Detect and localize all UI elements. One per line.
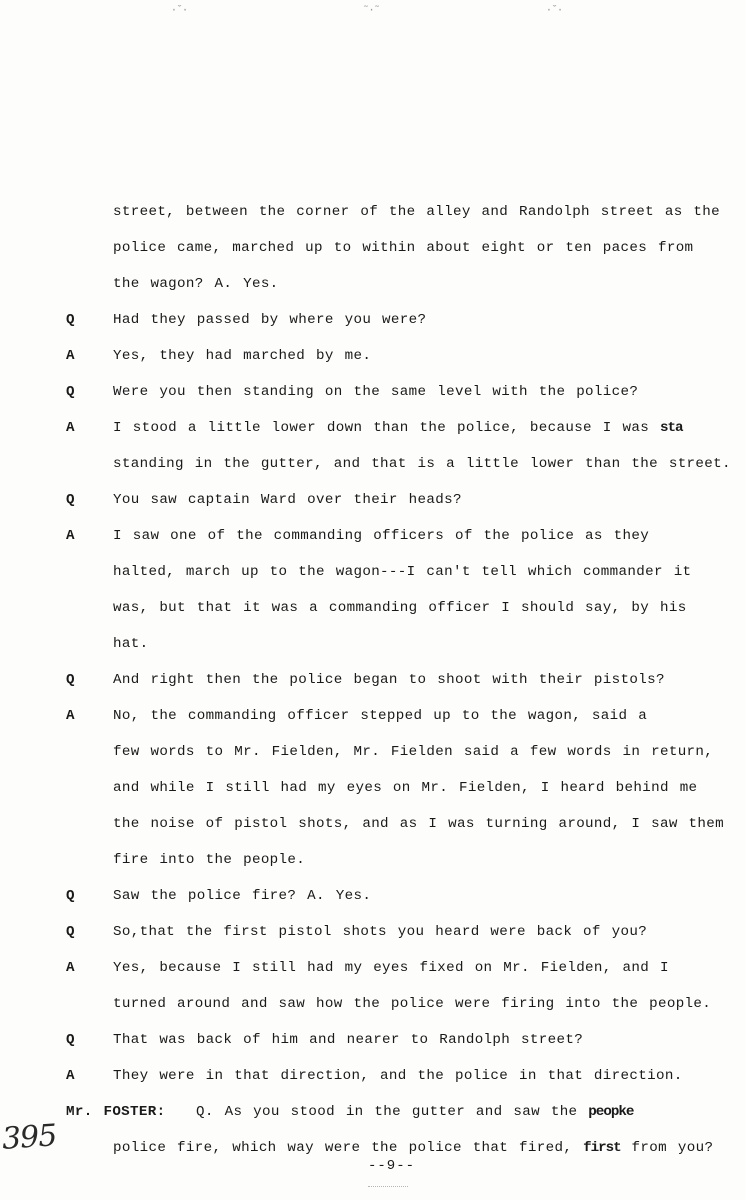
line-text: was, but that it was a commanding officer I should say, by his [113,600,687,616]
transcript-line [66,236,706,272]
testimony-transcript [66,200,731,1172]
line-text: And right then the police began to shoot with their pistols? [113,672,665,688]
line-text: Q. As you stood in the gutter and saw the [196,1104,578,1120]
line-text: halted, march up to the wagon---I can't tell which commander it [113,564,692,580]
speaker-label: Q [66,672,75,688]
transcript-line [66,632,706,668]
line-text: No, the commanding officer stepped up to the wagon, said a [113,708,648,724]
line-text: They were in that direction, and the police in that direction. [113,1068,683,1084]
line-text: Saw the police fire? A. Yes. [113,888,372,904]
line-text: I saw one of the commanding officers of the police as they [113,528,650,544]
line-text: Yes, they had marched by me. [113,348,372,364]
line-text: turned around and saw how the police were firing into the people. [113,996,712,1012]
speaker-label: A [66,348,75,364]
transcript-line [66,884,706,920]
speaker-label: Q [66,1032,75,1048]
line-text: That was back of him and nearer to Randolph street? [113,1032,584,1048]
line-text: police fire, which way were the police that fired, [113,1140,573,1156]
speaker-label: A [66,528,75,544]
transcript-line [66,416,706,452]
speaker-label: A [66,708,75,724]
handwritten-bates-number: 395 [0,1118,58,1157]
line-text: and while I still had my eyes on Mr. Fielden, I heard behind me [113,780,698,796]
line-text: the wagon? A. Yes. [113,276,279,292]
transcript-line [66,920,706,956]
speaker-label: Q [66,888,75,904]
transcript-line [66,560,706,596]
transcript-line [66,704,706,740]
line-text: You saw captain Ward over their heads? [113,492,462,508]
line-text: standing in the gutter, and that is a little lower than the street. [113,456,731,472]
line-text: police came, marched up to within about eight or ten paces from [113,240,694,256]
struck-text: sta [659,420,683,436]
transcript-line [66,1064,706,1100]
speaker-label: Q [66,312,75,328]
transcript-line [66,452,731,488]
page-number: --9-- [368,1158,416,1174]
line-text: Were you then standing on the same level with the police? [113,384,639,400]
transcript-line [66,668,706,704]
transcript-line [66,956,706,992]
speaker-label: A [66,420,75,436]
speaker-label: A [66,960,75,976]
line-text: few words to Mr. Fielden, Mr. Fielden said a few words in return, [113,744,714,760]
line-text: Yes, because I still had my eyes fixed on Mr. Fielden, and I [113,960,669,976]
transcript-line [66,344,706,380]
struck-text: peopke [588,1104,634,1120]
line-text-continued: from you? [631,1140,714,1156]
speaker-label: A [66,1068,75,1084]
transcript-line [66,596,706,632]
line-text: I stood a little lower down than the police, because I was [113,420,650,436]
speaker-label: Q [66,924,75,940]
line-text: Had they passed by where you were? [113,312,427,328]
transcript-line [66,272,706,308]
line-text: hat. [113,636,149,652]
line-text: So,that the first pistol shots you heard were back of you? [113,924,648,940]
transcript-line [66,308,706,344]
transcript-line [66,524,706,560]
transcript-line [66,992,712,1028]
transcript-line [66,380,706,416]
scan-smudge [368,1186,408,1191]
transcript-line [66,740,714,776]
transcript-line [66,488,706,524]
transcript-line [66,848,706,884]
punch-mark: ·ˇ· [545,5,563,17]
transcript-line [66,200,721,236]
speaker-label: Mr. FOSTER: [66,1104,166,1120]
transcript-line [66,1028,706,1064]
struck-text: first [583,1140,621,1156]
speaker-label: Q [66,492,75,508]
punch-mark: ˜·˜ [362,5,380,17]
speaker-label: Q [66,384,75,400]
punch-mark: ·ˇ· [170,5,188,17]
line-text: the noise of pistol shots, and as I was turning around, I saw them [113,816,725,832]
line-text: fire into the people. [113,852,306,868]
line-text: street, between the corner of the alley and Randolph street as the [113,204,721,220]
transcript-line [66,812,725,848]
transcript-line [66,1100,706,1136]
transcript-line [66,776,706,812]
